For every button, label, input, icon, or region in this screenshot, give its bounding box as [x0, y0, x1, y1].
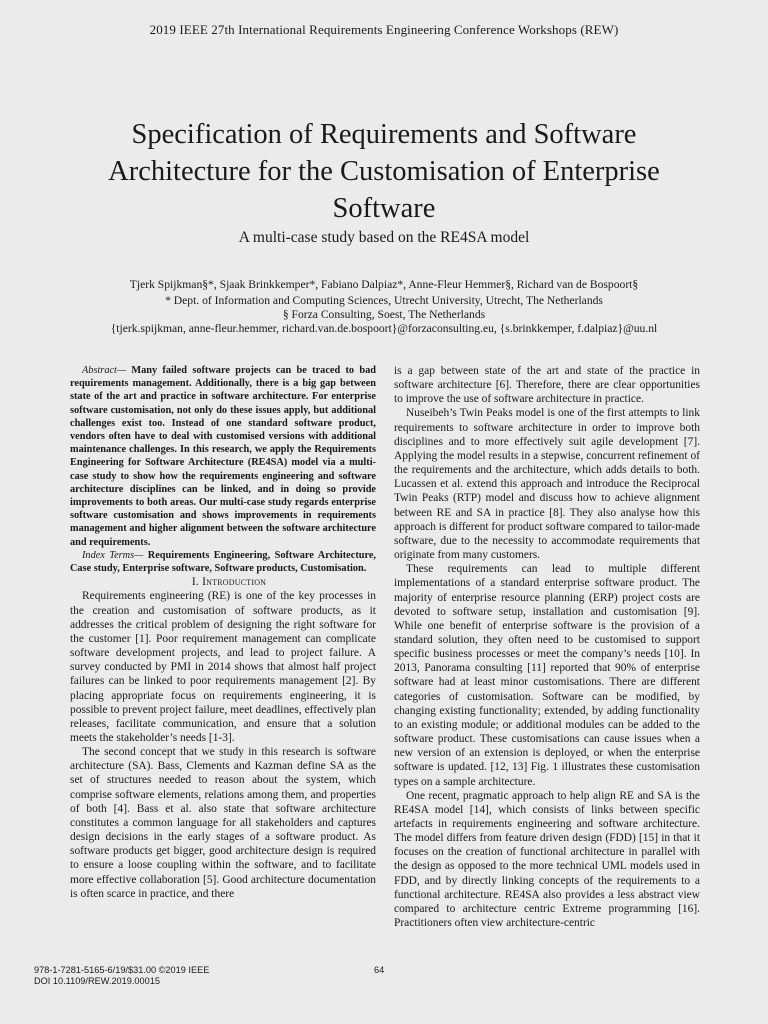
footer-copyright [34, 965, 209, 987]
left-column [70, 364, 376, 901]
affiliation-utrecht: * Dept. of Information and Computing Sciences, Utrecht University, Utrecht, The Netherlands [165, 294, 603, 307]
index-terms-label: Index Terms— [82, 549, 144, 561]
section-number: I. [191, 575, 203, 589]
author-emails: {tjerk.spijkman, anne-fleur.hemmer, richard.van.de.bospoort}@forzaconsulting.eu, {s.brinkkemper, f.dalpiaz}@uu.nl [110, 322, 658, 335]
abstract-label: Abstract— [82, 365, 127, 376]
index-terms [70, 549, 376, 575]
right-column [394, 364, 700, 930]
index-terms-body: Requirements Engineering, Software Architecture, Case study, Enterprise software, Software products, Customisation. [70, 549, 377, 575]
conference-header: 2019 IEEE 27th International Requirements Engineering Conference Workshops (REW) [149, 22, 619, 37]
footer-isbn: 978-1-7281-5165-6/19/$31.00 ©2019 IEEE [34, 965, 210, 975]
footer-doi: DOI 10.1109/REW.2019.00015 [34, 976, 160, 986]
author-list: Tjerk Spijkman§*, Sjaak Brinkkemper*, Fabiano Dalpiaz*, Anne-Fleur Hemmer§, Richard van de Bospoort§ [129, 278, 639, 291]
intro-paragraph-5: These requirements can lead to multiple different implementations of a standard enterprise software product. The majority of enterprise resource planning (ERP) project costs are devoted to software setup, installation and customisation [9]. While one benefit of enterprise software is the provision of a standard solution, they often need to be customised to support specific business processes or meet the company’s needs [10]. In 2013, Panorama consulting [11] reported that 90% of enterprise software had at least minor customisations. There are different categories of customisation. Software can be modified, by changing existing functionality; extended, by adding functionality to an existing module; or additional modules can be added to the software product. These customisations can cause issues when a new version of an extension is deployed, or when the enterprise software is updated. [12, 13] Fig. 1 illustrates these customisation types on a sample architecture. [394, 563, 700, 788]
affiliation-forza: § Forza Consulting, Soest, The Netherlands [282, 308, 486, 321]
intro-paragraph-2: The second concept that we study in this research is software architecture (SA). Bass, Clements and Kazman define SA as the set of structures needed to reason about the system, which comprise software elements, relations among them, and properties of both [4]. Bass et al. also state that software architecture constitutes a common language for all stakeholders and captures design decisions in the early stages of a software product. As software products get bigger, good architecture design is required to ensure a loose coupling within the software, and to facilitate more effective collaboration [5]. Good architecture documentation is often scarce in practice, and there [70, 746, 376, 900]
abstract [70, 364, 376, 549]
section-heading-introduction [70, 575, 376, 589]
intro-paragraph-4: Nuseibeh’s Twin Peaks model is one of the first attempts to link requirements to software architecture in order to improve both disciplines and to more effectively suit agile development [7]. Applying the model results in a stepwise, concurrent refinement of the requirements and the architecture, which adds details to both. Lucassen et al. extend this approach and introduce the Reciprocal Twin Peaks (RTP) model and discuss how to achieve alignment between RE and SA in practice [8]. They also analyse how this approach is different for product software compared to tailor-made software, due to the necessity to accommodate requirements that originate from many customers. [394, 407, 700, 562]
paper-subtitle: A multi-case study based on the RE4SA model [238, 229, 530, 246]
paper-title: Specification of Requirements and Software Architecture for the Customisation of Enterprise Software [108, 119, 660, 224]
intro-paragraph-3: is a gap between state of the art and state of the practice in software architecture [6]. Therefore, there are clear opportunities to improve the use of software architecture in practice. [394, 365, 700, 406]
page-number: 64 [374, 965, 385, 975]
abstract-body: Many failed software projects can be traced to bad requirements management. Additionally, there is a big gap between state of the art and practice in software architecture. For enterprise software customisation, not only do these issues apply, but additional challenges exist too. Instead of one standard software product, vendors often have to deal with customised versions with additional maintenance challenges. In this research, we apply the Requirements Engineering for Software Architecture (RE4SA) model via a multi-case study to show how the requirements engineering and software architecture disciplines can be linked, and in doing so provide improvements to both areas. Our multi-case study regards enterprise software customisation and shows improvements in requirements management and higher alignment between the software architecture and requirements. [70, 365, 376, 548]
intro-paragraph-1: Requirements engineering (RE) is one of the key processes in the creation and customisation of software products, as it addresses the critical problem of designing the right software for the customer [1]. Poor requirement management can complicate software development projects, and lead to project failure. A survey conducted by PMI in 2014 shows that almost half project failures can be linked to poor requirements management [2]. By placing appropriate focus on requirements engineering, it is possible to prevent project failure, meet deadlines, effectively plan releases, facilitate communication, and ensure that a solution meets the stakeholder’s needs [1-3]. [70, 590, 376, 744]
intro-paragraph-6: One recent, pragmatic approach to help align RE and SA is the RE4SA model [14], which consists of links between specific artefacts in requirements engineering and software architecture. The model differs from feature driven design (FDD) [15] in that it focuses on the creation of functional architecture in parallel with the design as opposed to the more technical UML models used in FDD, and by directly linking concepts of the requirements to a functional architecture. RE4SA also provides a less abstract view compared to architecture centric Extreme programming [16]. Practitioners often view architecture-centric [394, 789, 700, 930]
section-title: Introduction [202, 575, 267, 589]
